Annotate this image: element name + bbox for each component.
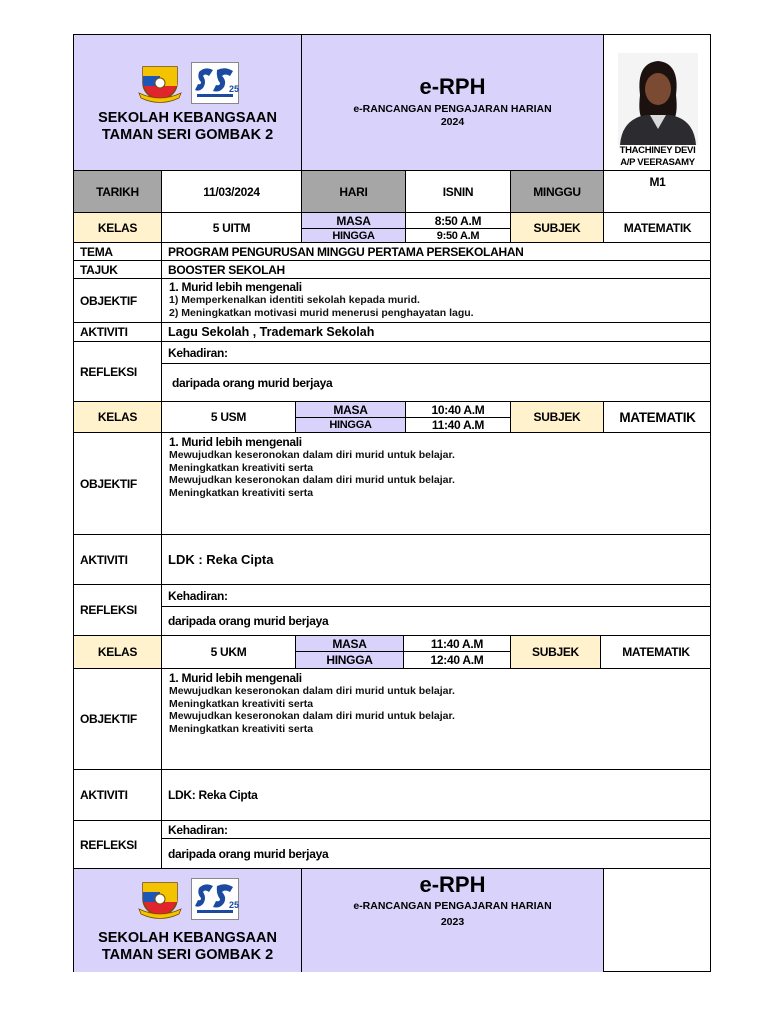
objektif-content-1 [162, 279, 711, 323]
kelas-value-2: 5 USM [162, 402, 296, 433]
subjek-value-1: MATEMATIK [604, 213, 711, 243]
aktiviti-value-2: LDK : Reka Cipta [162, 535, 711, 585]
objektif-line: Meningkatkan kreativiti serta [169, 461, 314, 474]
kelas-label-1: KELAS [74, 213, 162, 243]
tarikh-value: 11/03/2024 [162, 171, 302, 213]
school-crest-icon [137, 879, 183, 919]
objektif-line: Meningkatkan kreativiti serta [169, 697, 314, 710]
hari-label: HARI [302, 171, 406, 213]
masa-label-3: MASA [296, 636, 404, 652]
footer-blank-cell [604, 869, 711, 972]
objektif-line: Mewujudkan keseronokan dalam diri murid untuk belajar. [169, 685, 455, 697]
objektif-line: Meningkatkan kreativiti serta [169, 722, 314, 735]
objektif-line: 2) Meningkatkan motivasi murid menerusi penghayatan lagu. [169, 306, 474, 319]
aktiviti-label-1: AKTIVITI [74, 323, 162, 342]
anniversary-logo-icon [191, 62, 239, 104]
masa-value-1: 8:50 A.M [406, 213, 511, 229]
objektif-content-2 [162, 433, 711, 535]
objektif-label-2: OBJEKTIF [74, 433, 162, 535]
teacher-name: THACHINEY DEVI A/P VEERASAMY [619, 145, 696, 168]
tajuk-label: TAJUK [74, 261, 162, 279]
subjek-value-2: MATEMATIK [604, 402, 711, 433]
refleksi-label-1: REFLEKSI [74, 342, 162, 402]
hingga-value-1: 9:50 A.M [406, 229, 511, 243]
footer-subtitle: e-RANCANGAN PENGAJARAN HARIAN [353, 900, 552, 912]
teacher-photo-icon [618, 53, 698, 145]
header-school-cell [74, 35, 302, 171]
objektif-heading-1: 1. Murid lebih mengenali [169, 280, 302, 294]
objektif-line: Mewujudkan keseronokan dalam diri murid untuk belajar. [169, 449, 455, 461]
svg-text:25: 25 [228, 83, 239, 94]
objektif-content-3 [162, 669, 711, 770]
aktiviti-label-3: AKTIVITI [74, 770, 162, 821]
objektif-label-3: OBJEKTIF [74, 669, 162, 770]
aktiviti-value-3: LDK: Reka Cipta [162, 770, 711, 821]
header-year: 2024 [440, 116, 465, 128]
hingga-label-1: HINGGA [302, 229, 406, 243]
hingga-label-2: HINGGA [296, 418, 406, 433]
masa-label-2: MASA [296, 402, 406, 418]
objektif-line: Mewujudkan keseronokan dalam diri murid untuk belajar. [169, 474, 455, 486]
footer-school-cell [74, 869, 302, 972]
kehadiran-3: Kehadiran: [162, 821, 711, 839]
subjek-label-1: SUBJEK [511, 213, 604, 243]
objektif-heading-2: 1. Murid lebih mengenali [169, 435, 302, 449]
hingga-value-3: 12:40 A.M [404, 652, 511, 669]
kelas-label-3: KELAS [74, 636, 162, 669]
footer-school-name: SEKOLAH KEBANGSAAN TAMAN SERI GOMBAK 2 [98, 929, 277, 963]
refleksi-label-2: REFLEKSI [74, 585, 162, 636]
kehadiran-1: Kehadiran: [162, 342, 711, 364]
header-logos [137, 62, 239, 104]
svg-text:25: 25 [228, 899, 239, 910]
objektif-line: Mewujudkan keseronokan dalam diri murid untuk belajar. [169, 710, 455, 722]
objektif-line: 1) Memperkenalkan identiti sekolah kepada murid. [169, 294, 420, 306]
masa-label-1: MASA [302, 213, 406, 229]
header-school-name: SEKOLAH KEBANGSAAN TAMAN SERI GOMBAK 2 [98, 109, 277, 143]
aktiviti-value-1: Lagu Sekolah , Trademark Sekolah [162, 323, 711, 342]
tema-label: TEMA [74, 243, 162, 261]
tarikh-label: TARIKH [74, 171, 162, 213]
masa-value-3: 11:40 A.M [404, 636, 511, 652]
hingga-value-2: 11:40 A.M [406, 418, 511, 433]
hingga-label-3: HINGGA [296, 652, 404, 669]
header-title-cell [302, 35, 604, 171]
objektif-label-1: OBJEKTIF [74, 279, 162, 323]
refleksi-label-3: REFLEKSI [74, 821, 162, 869]
subjek-value-3: MATEMATIK [601, 636, 711, 669]
erph-sheet [73, 34, 711, 972]
aktiviti-label-2: AKTIVITI [74, 535, 162, 585]
daripada-2: daripada orang murid berjaya [162, 607, 711, 636]
daripada-1: daripada orang murid berjaya [162, 364, 711, 402]
teacher-photo-cell [604, 35, 711, 171]
objektif-line: Meningkatkan kreativiti serta [169, 486, 314, 499]
minggu-value: M1 [604, 171, 711, 213]
footer-year: 2023 [440, 916, 465, 928]
kehadiran-2: Kehadiran: [162, 585, 711, 607]
tajuk-value: BOOSTER SEKOLAH [162, 261, 711, 279]
hari-value: ISNIN [406, 171, 511, 213]
footer-title: e-RPH [419, 872, 486, 897]
tema-value: PROGRAM PENGURUSAN MINGGU PERTAMA PERSEKOLAHAN [162, 243, 711, 261]
header-subtitle: e-RANCANGAN PENGAJARAN HARIAN [353, 103, 552, 115]
masa-value-2: 10:40 A.M [406, 402, 511, 418]
kelas-label-2: KELAS [74, 402, 162, 433]
anniversary-logo-icon [191, 878, 239, 920]
footer-logos [137, 878, 239, 920]
kelas-value-3: 5 UKM [162, 636, 296, 669]
school-crest-icon [137, 63, 183, 103]
subjek-label-2: SUBJEK [511, 402, 604, 433]
kelas-value-1: 5 UITM [162, 213, 302, 243]
daripada-3: daripada orang murid berjaya [162, 839, 711, 869]
footer-title-cell [302, 869, 604, 972]
objektif-heading-3: 1. Murid lebih mengenali [169, 671, 302, 685]
minggu-label: MINGGU [511, 171, 604, 213]
header-title: e-RPH [419, 74, 486, 99]
subjek-label-3: SUBJEK [511, 636, 601, 669]
